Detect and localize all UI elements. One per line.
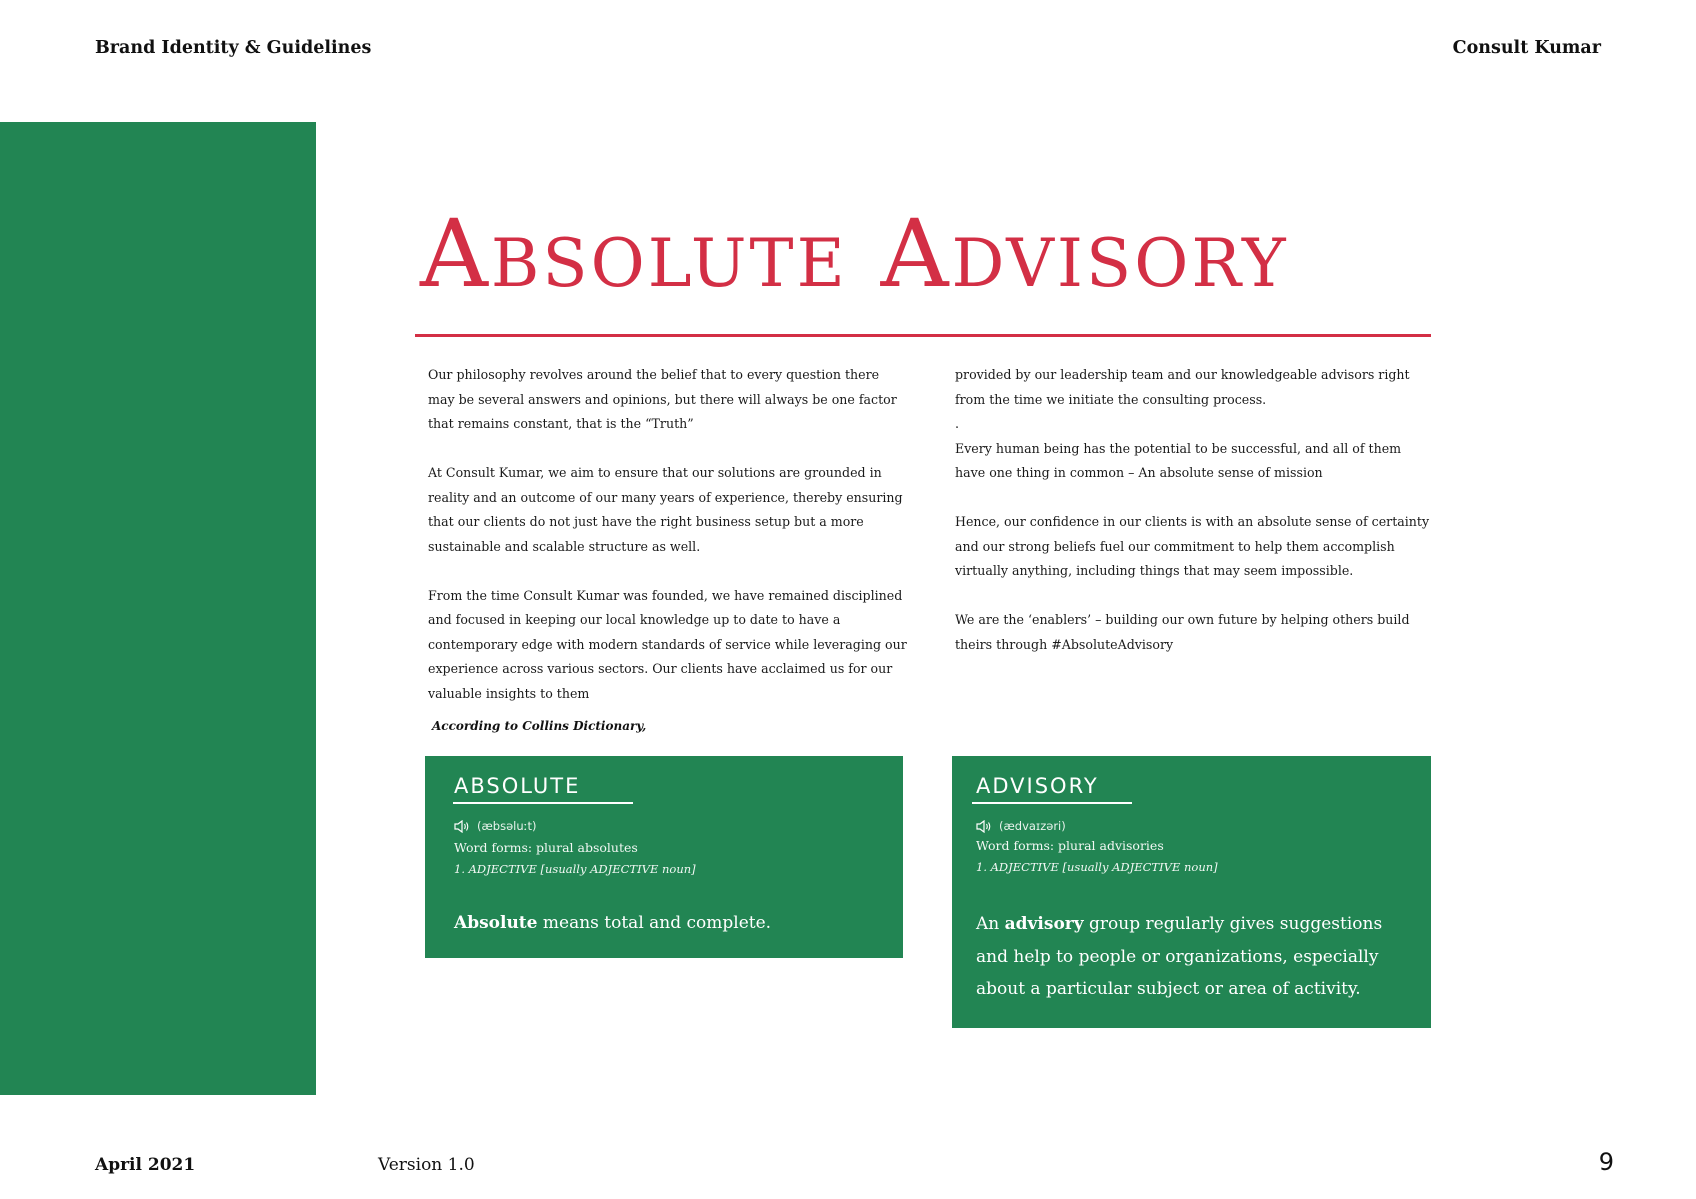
paragraph: provided by our leadership team and our knowledgeable advisors right from the time we initiate the consulting process.	[955, 367, 1410, 407]
part-of-speech: 1. ADJECTIVE [usually ADJECTIVE noun]	[976, 860, 1218, 874]
definition-prefix: An	[976, 914, 1005, 934]
paragraph: Hence, our confidence in our clients is with an absolute sense of certainty and our strong beliefs fuel our commitment to help them accomplish virtually anything, including things that may seem impossible.	[955, 514, 1430, 578]
card-headword-underline	[453, 802, 633, 804]
definition-text	[976, 908, 1406, 1006]
word-forms: Word forms: plural absolutes	[454, 840, 638, 855]
title-underline-divider	[415, 334, 1431, 337]
definition-card-advisory	[952, 756, 1431, 1028]
paragraph: At Consult Kumar, we aim to ensure that our solutions are grounded in reality and an outcome of our many years of experience, thereby ensuring that our clients do not just have the right business setup but a more sustainable and scalable structure as well.	[428, 465, 903, 554]
footer-date: April 2021	[95, 1155, 196, 1175]
definition-card-absolute	[425, 756, 903, 958]
card-headword: ABSOLUTE	[454, 774, 581, 798]
part-of-speech: 1. ADJECTIVE [usually ADJECTIVE noun]	[454, 862, 696, 876]
card-headword-underline	[972, 802, 1132, 804]
header-document-title: Brand Identity & Guidelines	[95, 38, 372, 58]
paragraph: From the time Consult Kumar was founded, we have remained disciplined and focused in keeping our local knowledge up to date to have a contemporary edge with modern standards of service while leveraging our experience across various sectors. Our clients have acclaimed us for our valuable insights to them	[428, 587, 907, 701]
footer-version: Version 1.0	[378, 1155, 475, 1175]
speaker-icon	[454, 820, 471, 833]
green-side-panel	[0, 122, 316, 1095]
word-forms: Word forms: plural advisories	[976, 838, 1164, 853]
definition-body: means total and complete.	[537, 913, 772, 933]
header-company-name: Consult Kumar	[1452, 38, 1601, 58]
body-column-left	[428, 363, 908, 731]
page-number: 9	[1598, 1148, 1614, 1176]
speaker-icon	[976, 820, 993, 833]
paragraph: Our philosophy revolves around the belief that to every question there may be several answers and opinions, but there will always be one factor that remains constant, that is the “Truth”	[428, 367, 897, 431]
dictionary-source-note: According to Collins Dictionary,	[432, 719, 647, 733]
paragraph: Every human being has the potential to be successful, and all of them have one thing in common – An absolute sense of mission	[955, 440, 1402, 480]
body-column-right	[955, 363, 1435, 682]
definition-text	[454, 913, 771, 933]
pronunciation-row	[976, 819, 1066, 833]
definition-body: group regularly gives suggestions and help to people or organizations, especially about a particular subject or area of activity.	[976, 914, 1383, 999]
stray-period: .	[955, 416, 960, 431]
card-headword: ADVISORY	[976, 774, 1099, 798]
page-title: Absolute Advisory	[420, 200, 1289, 309]
definition-headword: Absolute	[454, 913, 538, 933]
pronunciation-row	[454, 819, 537, 833]
pronunciation-text: (æbsəluːt)	[477, 819, 537, 833]
pronunciation-text: (ædvaɪzəri)	[999, 819, 1066, 833]
definition-headword: advisory	[1004, 914, 1084, 934]
paragraph: We are the ‘enablers’ – building our own future by helping others build theirs through #AbsoluteAdvisory	[955, 612, 1410, 652]
